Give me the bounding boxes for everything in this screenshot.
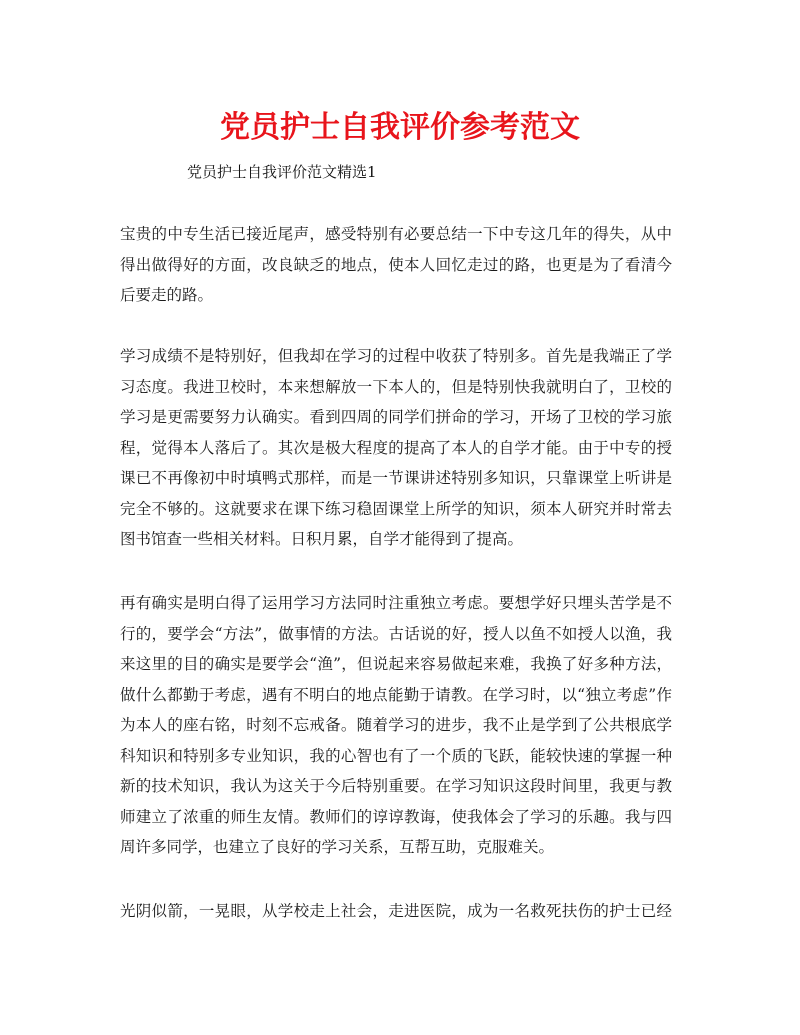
document-subtitle: 党员护士自我评价范文精选1 (187, 163, 377, 181)
text-line: 课已不再像初中时填鸭式那样，而是一节课讲述特别多知识，只靠课堂上听讲是 (120, 469, 672, 487)
paragraph-4 (120, 896, 672, 927)
text-line: 周许多同学，也建立了良好的学习关系，互帮互助，克服难关。 (120, 838, 555, 856)
text-line: 做什么都勤于考虑，遇有不明白的地点能勤于请教。在学习时，以“独立考虑”作 (120, 685, 672, 704)
text-line: 为本人的座右铭，时刻不忘戒备。随着学习的进步，我不止是学到了公共根底学 (120, 716, 672, 734)
paragraph-1 (120, 219, 672, 311)
paragraph-2 (120, 341, 672, 555)
paragraph-3 (120, 588, 672, 863)
text-line: 宝贵的中专生活已接近尾声，感受特别有必要总结一下中专这几年的得失，从中 (120, 225, 672, 243)
text-line: 再有确实是明白得了运用学习方法同时注重独立考虑。要想学好只埋头苦学是不 (120, 594, 672, 612)
text-line: 程，觉得本人落后了。其次是极大程度的提高了本人的自学才能。由于中专的授 (120, 438, 672, 457)
text-line: 师建立了浓重的师生友情。教师们的谆谆教诲，使我体会了学习的乐趣。我与四 (120, 807, 672, 826)
text-line: 习态度。我进卫校时，本来想解放一下本人的，但是特别快我就明白了，卫校的 (120, 377, 672, 396)
text-line: 科知识和特别多专业知识，我的心智也有了一个质的飞跃，能较快速的掌握一种 (120, 746, 672, 765)
text-line: 行的，要学会“方法”，做事情的方法。古话说的好，授人以鱼不如授人以渔，我 (120, 624, 672, 643)
text-line: 后要走的路。 (120, 286, 214, 304)
text-line: 得出做得好的方面，改良缺乏的地点，使本人回忆走过的路，也更是为了看清今 (120, 255, 672, 274)
document-title: 党员护士自我评价参考范文 (220, 110, 580, 145)
text-line: 完全不够的。这就要求在课下练习稳固课堂上所学的知识，须本人研究并时常去 (120, 499, 672, 518)
text-line: 学习成绩不是特别好，但我却在学习的过程中收获了特别多。首先是我端正了学 (120, 347, 672, 365)
text-line: 图书馆查一些相关材料。日积月累，自学才能得到了提高。 (120, 530, 524, 548)
text-line: 来这里的目的确实是要学会“渔”，但说起来容易做起来难，我换了好多种方法， (120, 655, 672, 673)
text-line: 学习是更需要努力认确实。看到四周的同学们拼命的学习，开场了卫校的学习旅 (120, 408, 672, 426)
text-line: 新的技术知识，我认为这关于今后特别重要。在学习知识这段时间里，我更与教 (120, 777, 672, 795)
text-line: 光阴似箭，一晃眼，从学校走上社会，走进医院，成为一名救死扶伤的护士已经 (120, 902, 672, 920)
